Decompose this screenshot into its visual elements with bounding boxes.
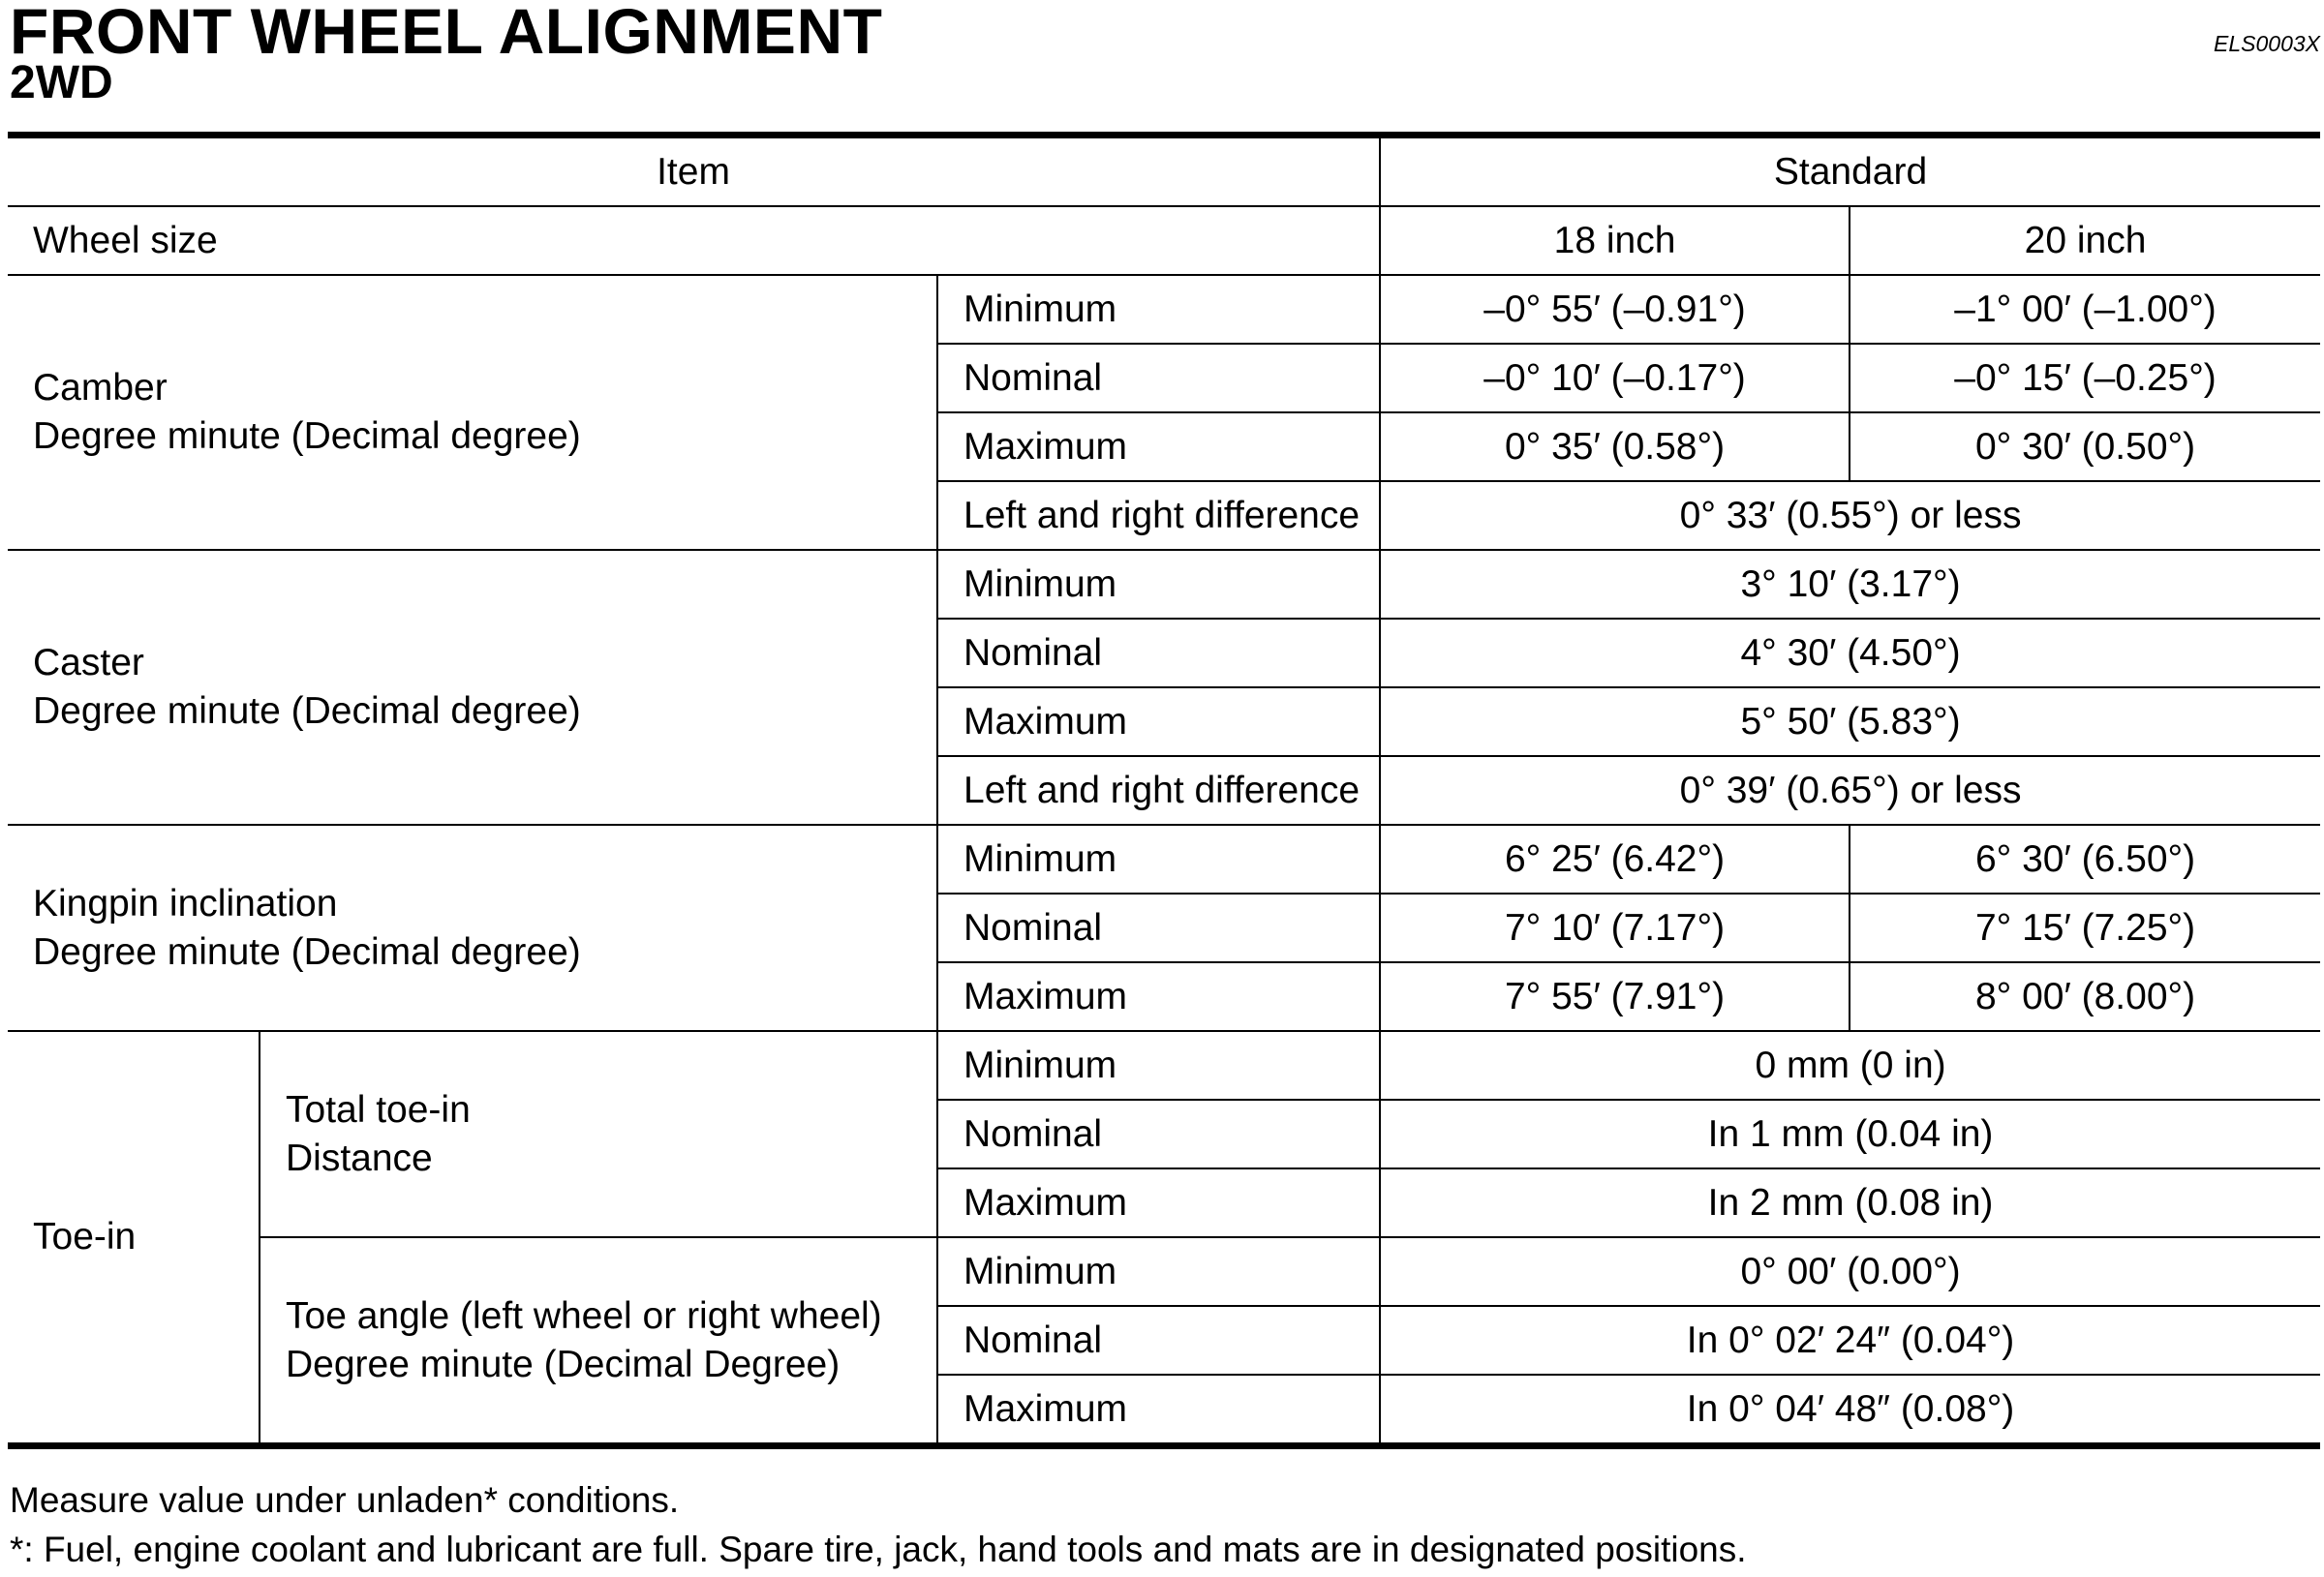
table-row [8, 275, 2320, 344]
param-label: Minimum [937, 825, 1380, 894]
param-label: Left and right difference [937, 756, 1380, 825]
camber-max-20: 0° 30′ (0.50°) [1850, 412, 2320, 481]
kingpin-min-18: 6° 25′ (6.42°) [1380, 825, 1850, 894]
param-label: Maximum [937, 412, 1380, 481]
camber-max-18: 0° 35′ (0.58°) [1380, 412, 1850, 481]
kingpin-nom-18: 7° 10′ (7.17°) [1380, 894, 1850, 962]
wheel-size-label: Wheel size [8, 206, 1380, 275]
table-row [8, 550, 2320, 619]
camber-min-20: –1° 00′ (–1.00°) [1850, 275, 2320, 344]
kingpin-label: Kingpin inclination [33, 882, 338, 925]
kingpin-nom-20: 7° 15′ (7.25°) [1850, 894, 2320, 962]
caster-nom: 4° 30′ (4.50°) [1380, 619, 2320, 687]
table-row [8, 825, 2320, 894]
toe-total-label: Total toe-in [286, 1088, 471, 1131]
toe-total-min: 0 mm (0 in) [1380, 1031, 2320, 1100]
page-title: FRONT WHEEL ALIGNMENT [10, 0, 883, 67]
header-standard: Standard [1380, 136, 2320, 207]
toe-angle-max: In 0° 04′ 48″ (0.08°) [1380, 1375, 2320, 1446]
param-label: Nominal [937, 344, 1380, 412]
param-label: Nominal [937, 1306, 1380, 1375]
table-header-row [8, 136, 2320, 207]
wheel-size-18: 18 inch [1380, 206, 1850, 275]
param-label: Left and right difference [937, 481, 1380, 550]
caster-label: Caster [33, 642, 144, 683]
caster-min: 3° 10′ (3.17°) [1380, 550, 2320, 619]
alignment-spec-table [8, 132, 2320, 1449]
camber-label: Camber [33, 367, 168, 409]
document-code: ELS0003X [2214, 31, 2320, 56]
param-label: Nominal [937, 894, 1380, 962]
camber-label-cell [8, 275, 937, 550]
param-label: Maximum [937, 687, 1380, 756]
caster-unit: Degree minute (Decimal degree) [33, 690, 581, 732]
toe-in-label: Toe-in [8, 1031, 260, 1446]
toe-angle-min: 0° 00′ (0.00°) [1380, 1237, 2320, 1306]
toe-angle-label: Toe angle (left wheel or right wheel) [286, 1294, 882, 1337]
camber-unit: Degree minute (Decimal degree) [33, 415, 581, 457]
param-label: Maximum [937, 962, 1380, 1031]
param-label: Maximum [937, 1168, 1380, 1237]
kingpin-max-18: 7° 55′ (7.91°) [1380, 962, 1850, 1031]
camber-min-18: –0° 55′ (–0.91°) [1380, 275, 1850, 344]
param-label: Nominal [937, 619, 1380, 687]
toe-angle-unit: Degree minute (Decimal Degree) [286, 1343, 841, 1385]
footnote-conditions: Measure value under unladen* conditions. [10, 1480, 680, 1520]
kingpin-max-20: 8° 00′ (8.00°) [1850, 962, 2320, 1031]
caster-diff: 0° 39′ (0.65°) or less [1380, 756, 2320, 825]
toe-total-label-cell [260, 1031, 937, 1237]
param-label: Minimum [937, 1031, 1380, 1100]
param-label: Minimum [937, 550, 1380, 619]
caster-max: 5° 50′ (5.83°) [1380, 687, 2320, 756]
toe-total-nom: In 1 mm (0.04 in) [1380, 1100, 2320, 1168]
camber-nom-18: –0° 10′ (–0.17°) [1380, 344, 1850, 412]
kingpin-min-20: 6° 30′ (6.50°) [1850, 825, 2320, 894]
wheel-size-row [8, 206, 2320, 275]
camber-diff: 0° 33′ (0.55°) or less [1380, 481, 2320, 550]
toe-angle-label-cell [260, 1237, 937, 1446]
param-label: Nominal [937, 1100, 1380, 1168]
wheel-size-20: 20 inch [1850, 206, 2320, 275]
footnote-unladen-definition: *: Fuel, engine coolant and lubricant are full. Spare tire, jack, hand tools and mats are in designated positions. [10, 1530, 1747, 1569]
param-label: Minimum [937, 275, 1380, 344]
camber-nom-20: –0° 15′ (–0.25°) [1850, 344, 2320, 412]
header-item: Item [8, 136, 1380, 207]
table-row [8, 1237, 2320, 1306]
kingpin-label-cell [8, 825, 937, 1031]
toe-angle-nom: In 0° 02′ 24″ (0.04°) [1380, 1306, 2320, 1375]
table-row [8, 1031, 2320, 1100]
param-label: Minimum [937, 1237, 1380, 1306]
toe-total-max: In 2 mm (0.08 in) [1380, 1168, 2320, 1237]
page-subtitle: 2WD [10, 57, 113, 108]
toe-total-unit: Distance [286, 1137, 433, 1179]
caster-label-cell [8, 550, 937, 825]
param-label: Maximum [937, 1375, 1380, 1446]
kingpin-unit: Degree minute (Decimal degree) [33, 930, 581, 973]
